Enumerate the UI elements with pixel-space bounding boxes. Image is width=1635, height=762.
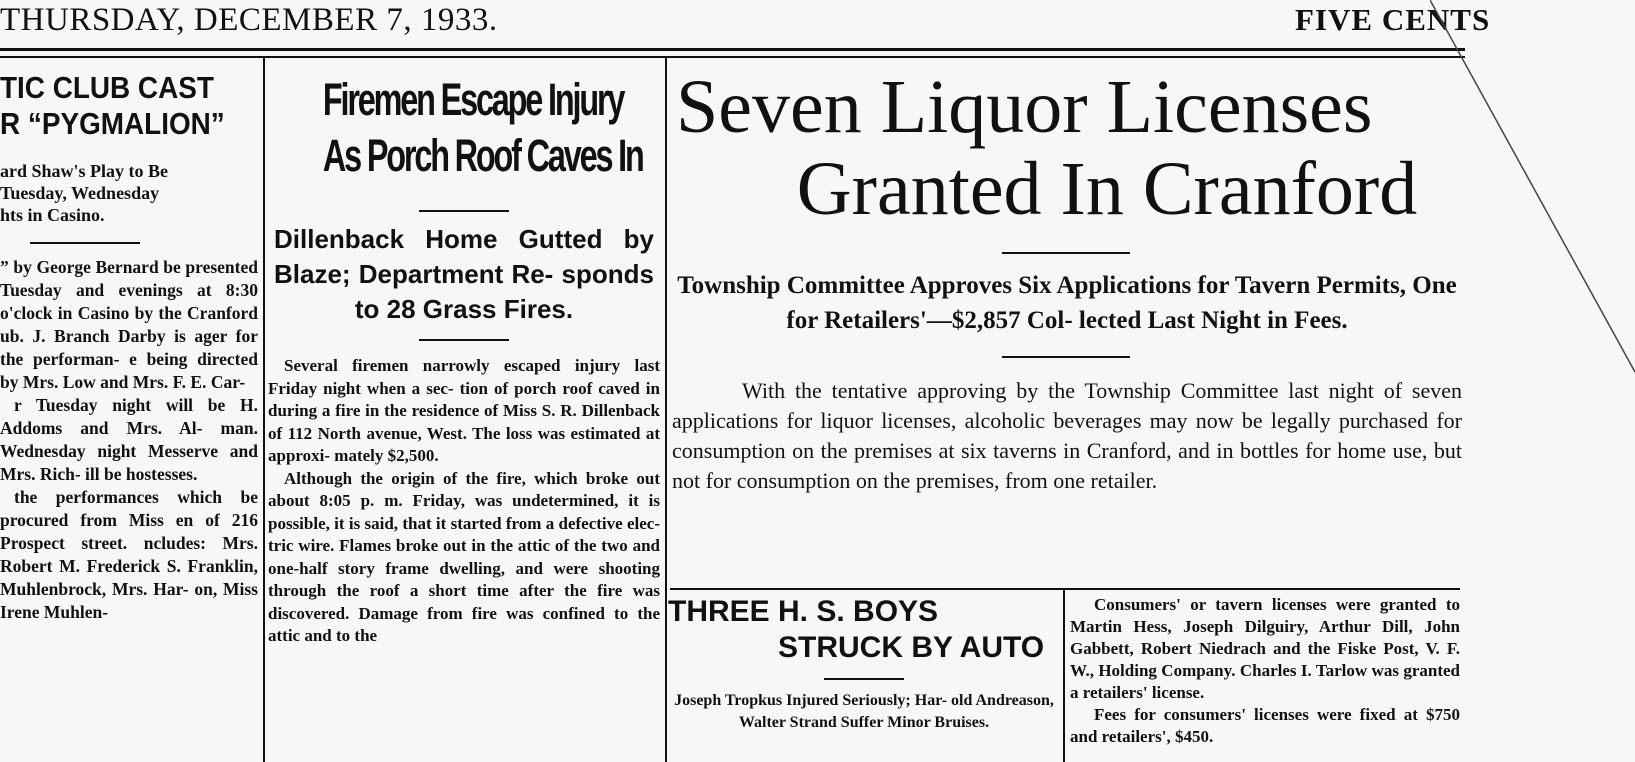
pygmalion-paragraph-3: the performances which be procured from Miss en of 216 Prospect street. ncludes: Mrs. Robert M. Frederick S. Franklin, Muhlenbrock, Mrs. Har- on, Miss Irene Muhlen- [0,487,258,622]
boys-divider [824,678,904,680]
pygmalion-paragraph-2: r Tuesday night will be H. Addoms and Mrs. Al- man. Wednesday night Messerve and Mrs. Rich- ill be hostesses. [0,395,258,484]
liquor-deck: Township Committee Approves Six Applications for Tavern Permits, One for Retailers'—$2,857 Col- lected Last Night in Fees. [677,272,1457,334]
masthead-rule [0,48,1465,51]
pygmalion-headline-line2: R “PYGMALION” [0,106,225,141]
liquor-story [672,66,1462,586]
boys-deck: Joseph Tropkus Injured Seriously; Har- old Andreason, Walter Strand Suffer Minor Bruises. [674,692,1054,731]
pygmalion-story [0,70,258,762]
fire-deck: Dillenback Home Gutted by Blaze; Department Re- sponds to 28 Grass Fires. [274,224,654,324]
pygmalion-deck-line1: ard Shaw's Play to Be [0,161,169,181]
boys-headline-line2: STRUCK BY AUTO [778,631,1045,664]
liquor-headline-line2: Granted In Cranford [796,147,1418,231]
masthead-rule-thin [0,56,1465,58]
liquor-paragraph-3: Fees for consumers' licenses were fixed at $750 and retailers', $450. [1070,705,1460,746]
price-label: FIVE CENTS [1295,2,1491,37]
fire-divider-1 [419,210,509,212]
fire-headline-line2: As Porch Roof Caves In [322,130,643,181]
pygmalion-deck-line3: hts in Casino. [0,205,105,225]
column-rule-1 [263,58,265,762]
pygmalion-divider [30,242,140,244]
column-rule-3 [1063,590,1065,762]
fire-divider-2 [419,339,509,341]
pygmalion-deck-line2: Tuesday, Wednesday [0,183,160,203]
pygmalion-paragraph-1: ” by George Bernard be presented Tuesday and evenings at 8:30 o'clock in Casino by the Cranford ub. J. Branch Darby is ager for the performan- e being directed by Mrs. Low and Mrs. F. E. Car- [0,257,258,392]
liquor-divider-2 [1002,356,1130,358]
boys-story [668,594,1060,762]
column-rule-2 [665,58,667,762]
liquor-divider-1 [1002,252,1130,254]
section-rule [670,588,1460,590]
boys-headline-line1: THREE H. S. BOYS [668,595,939,628]
liquor-headline-line1: Seven Liquor Licenses [676,66,1373,149]
dateline: THURSDAY, DECEMBER 7, 1933. [0,2,498,38]
page-crease [1430,0,1635,380]
fire-story [268,72,660,762]
fire-headline-line1: Firemen Escape Injury [322,74,624,125]
liquor-lead-paragraph: With the tentative approving by the Township Committee last night of seven applications for liquor licenses, alcoholic beverages may now be legally purchased for consumption on the premises at six taverns in Cranford, and in bottles for home use, but not for consumption on the premises, from one retailer. [672,378,1462,493]
pygmalion-headline-line1: TIC CLUB CAST [0,70,214,105]
fire-paragraph-1: Several firemen narrowly escaped injury last Friday night when a sec- tion of porch roof caved in during a fire in the residence of Miss S. R. Dillenback of 112 North avenue, West. The loss was estimated at approxi- mately $2,500. [268,356,660,465]
liquor-paragraph-2: Consumers' or tavern licenses were granted to Martin Hess, Joseph Dilguiry, Arthur Dill, John Gabbett, Robert Niedrach and the Fiske Post, V. F. W., Holding Company. Charles I. Tarlow was granted a retailers' license. [1070,595,1460,702]
liquor-story-continued [1070,594,1460,762]
fire-paragraph-2: Although the origin of the fire, which broke out about 8:05 p. m. Friday, was undetermined, it is possible, it is said, that it started from a defective elec- tric wire. Flames broke out in the attic of the two and one-half story frame dwelling, and were shooting through the roof a short time after the fire was discovered. Damage from fire was confined to the attic and to the [268,468,660,645]
